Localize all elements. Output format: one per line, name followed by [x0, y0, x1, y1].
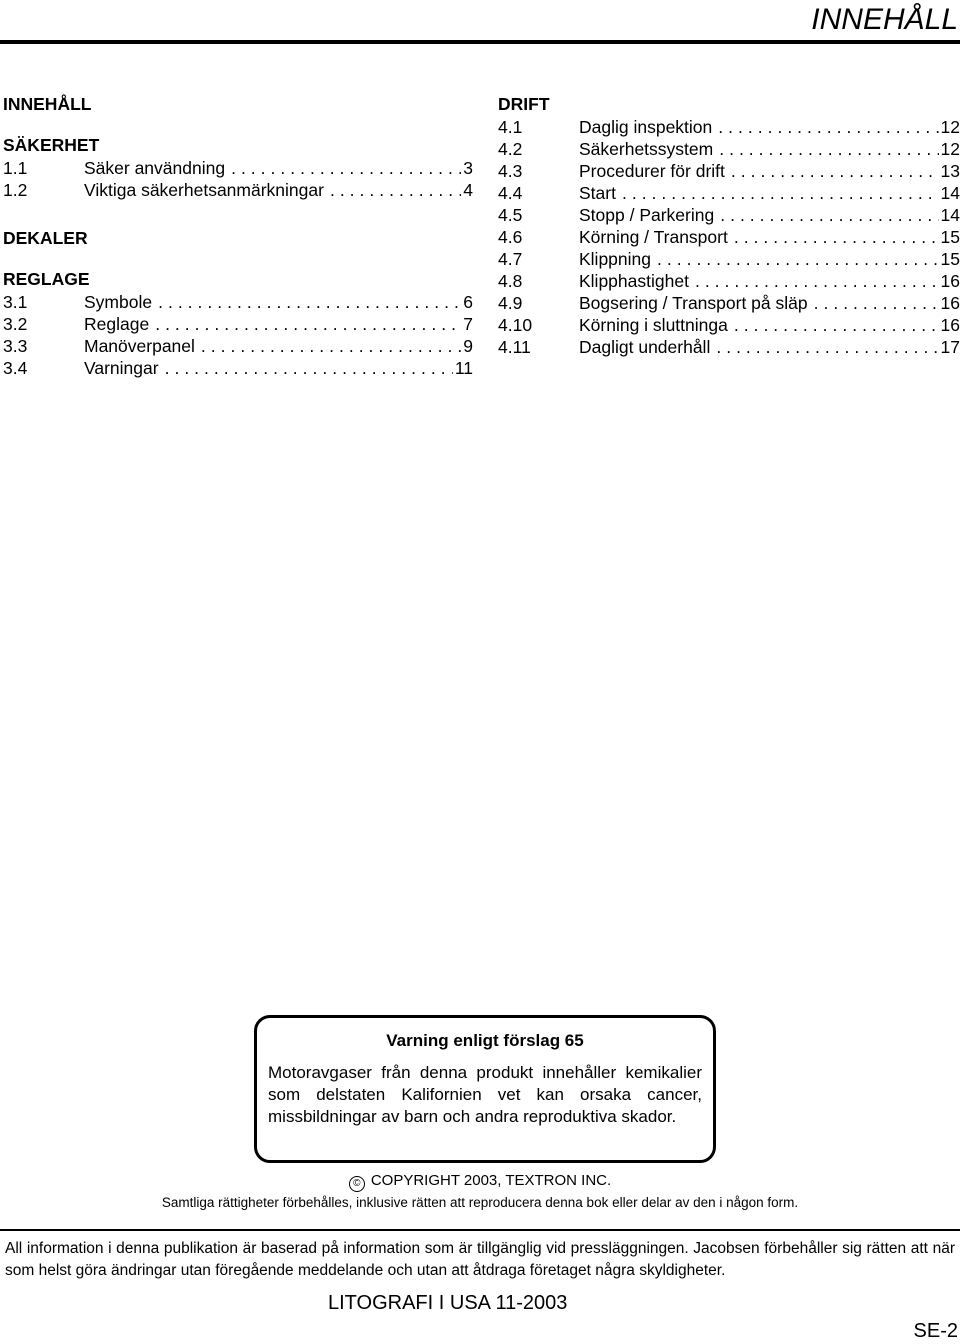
- toc-entry-page: 16: [940, 315, 960, 335]
- toc-entry-title: Körning / Transport: [579, 227, 728, 247]
- toc-entry[interactable]: [3, 357, 473, 379]
- dot-leader: [657, 248, 939, 270]
- toc-entry[interactable]: [3, 157, 473, 179]
- toc-entry-title: Dagligt underhåll: [579, 337, 711, 357]
- toc-entry-title: Manöverpanel: [84, 336, 195, 356]
- toc-right-column: [498, 92, 960, 358]
- toc-entry-title: Stopp / Parkering: [579, 205, 715, 225]
- toc-entry[interactable]: [498, 204, 960, 226]
- toc-entry-number: 3.4: [3, 358, 28, 378]
- prop65-warning-box: [254, 1015, 716, 1163]
- toc-section-heading-drift: DRIFT: [498, 94, 550, 114]
- toc-entry-number: 4.7: [498, 249, 523, 269]
- toc-entry[interactable]: [498, 182, 960, 204]
- dot-leader: [731, 160, 939, 182]
- toc-entry-page: 13: [940, 161, 960, 181]
- toc-entry-number: 4.8: [498, 271, 523, 291]
- toc-entry[interactable]: [3, 313, 473, 335]
- toc-entry-page: 12: [940, 117, 960, 137]
- toc-entry[interactable]: [498, 248, 960, 270]
- page-header-title: INNEHÅLL: [811, 3, 958, 36]
- toc-left-column: [3, 92, 473, 379]
- rights-reserved-text: Samtliga rättigheter förbehålles, inklusive rätten att reproducera denna bok eller delar av den i någon form.: [161, 1195, 799, 1210]
- toc-entry-page: 9: [463, 336, 473, 356]
- dot-leader: [734, 314, 939, 336]
- header-rule: [0, 40, 960, 44]
- dot-leader: [201, 335, 461, 357]
- toc-entry[interactable]: [3, 335, 473, 357]
- toc-section-heading-dekaler: DEKALER: [3, 228, 88, 248]
- publication-info-text: All information i denna publikation är baserad på information som är tillgänglig vid pressläggningen. Jacobsen förbehåller sig rätten att när som helst göra ändringar utan föregående meddelande och utan att åtdraga företaget några skyldigheter.: [5, 1240, 955, 1279]
- toc-entry-number: 4.4: [498, 183, 523, 203]
- toc-entry-number: 1.2: [3, 180, 28, 200]
- toc-entry-page: 17: [940, 337, 960, 357]
- dot-leader: [155, 313, 461, 335]
- toc-entry[interactable]: [498, 116, 960, 138]
- toc-entry-number: 4.10: [498, 315, 533, 335]
- toc-entry-title: Bogsering / Transport på släp: [579, 293, 808, 313]
- toc-entry[interactable]: [3, 179, 473, 201]
- copyright-icon: ©: [349, 1176, 365, 1192]
- copyright-text: COPYRIGHT 2003, TEXTRON INC.: [370, 1172, 612, 1189]
- dot-leader: [330, 179, 461, 201]
- toc-entry[interactable]: [498, 292, 960, 314]
- warning-title: Varning enligt förslag 65: [386, 1031, 584, 1050]
- toc-entry-number: 4.6: [498, 227, 523, 247]
- toc-entry[interactable]: [498, 138, 960, 160]
- toc-entry[interactable]: [498, 336, 960, 358]
- toc-entry-number: 1.1: [3, 158, 28, 178]
- toc-entry-page: 16: [940, 271, 960, 291]
- toc-section-heading-sakerhet: SÄKERHET: [3, 135, 100, 155]
- toc-entry-number: 4.9: [498, 293, 523, 313]
- dot-leader: [231, 157, 461, 179]
- toc-entry-page: 7: [463, 314, 473, 334]
- toc-entry-number: 3.1: [3, 292, 28, 312]
- toc-entry-number: 3.3: [3, 336, 28, 356]
- toc-entry-page: 14: [940, 205, 960, 225]
- toc-entry-title: Symbole: [84, 292, 153, 312]
- toc-entry-title: Varningar: [84, 358, 159, 378]
- dot-leader: [734, 226, 939, 248]
- toc-entry-number: 4.5: [498, 205, 523, 225]
- dot-leader: [720, 204, 938, 226]
- toc-entry[interactable]: [498, 270, 960, 292]
- toc-entry-title: Körning i sluttninga: [579, 315, 728, 335]
- toc-entry-page: 11: [454, 358, 473, 378]
- toc-entry-title: Klippning: [579, 249, 651, 269]
- toc-entry-title: Klipphastighet: [579, 271, 689, 291]
- toc-entry-page: 6: [463, 292, 473, 312]
- toc-entry-title: Säker användning: [84, 158, 226, 178]
- toc-section-heading-reglage: REGLAGE: [3, 269, 90, 289]
- toc-entry-page: 4: [463, 180, 473, 200]
- dot-leader: [814, 292, 939, 314]
- toc-main-heading: INNEHÅLL: [3, 94, 92, 114]
- toc-entry-number: 4.11: [498, 337, 531, 357]
- toc-entry-page: 3: [463, 158, 473, 178]
- dot-leader: [622, 182, 939, 204]
- toc-entry-title: Säkerhetssystem: [579, 139, 714, 159]
- toc-entry-page: 14: [940, 183, 960, 203]
- toc-entry-page: 15: [940, 249, 960, 269]
- dot-leader: [165, 357, 453, 379]
- toc-entry-number: 4.3: [498, 161, 523, 181]
- toc-entry-title: Viktiga säkerhetsanmärkningar: [84, 180, 324, 200]
- toc-entry[interactable]: [498, 226, 960, 248]
- dot-leader: [695, 270, 939, 292]
- toc-entry-title: Reglage: [84, 314, 150, 334]
- toc-entry-title: Start: [579, 183, 616, 203]
- toc-entry-title: Daglig inspektion: [579, 117, 713, 137]
- toc-entry-number: 4.2: [498, 139, 523, 159]
- dot-leader: [716, 336, 938, 358]
- toc-entry-page: 15: [940, 227, 960, 247]
- dot-leader: [158, 291, 461, 313]
- toc-entry[interactable]: [3, 291, 473, 313]
- page-number: SE-2: [913, 1320, 958, 1342]
- toc-entry-number: 4.1: [498, 117, 523, 137]
- print-info: LITOGRAFI I USA 11-2003: [328, 1292, 568, 1314]
- toc-entry[interactable]: [498, 314, 960, 336]
- toc-entry-page: 16: [940, 293, 960, 313]
- dot-leader: [719, 138, 938, 160]
- warning-text: Motoravgaser från denna produkt innehåller kemikalier som delstaten Kalifornien vet kan orsaka cancer, missbildningar av barn och andra reproduktiva skador.: [268, 1063, 702, 1126]
- toc-entry-title: Procedurer för drift: [579, 161, 725, 181]
- footer-rule: [0, 1229, 960, 1231]
- toc-entry[interactable]: [498, 160, 960, 182]
- toc-entry-page: 12: [940, 139, 960, 159]
- dot-leader: [718, 116, 938, 138]
- copyright-line: [0, 1170, 960, 1192]
- toc-entry-number: 3.2: [3, 314, 28, 334]
